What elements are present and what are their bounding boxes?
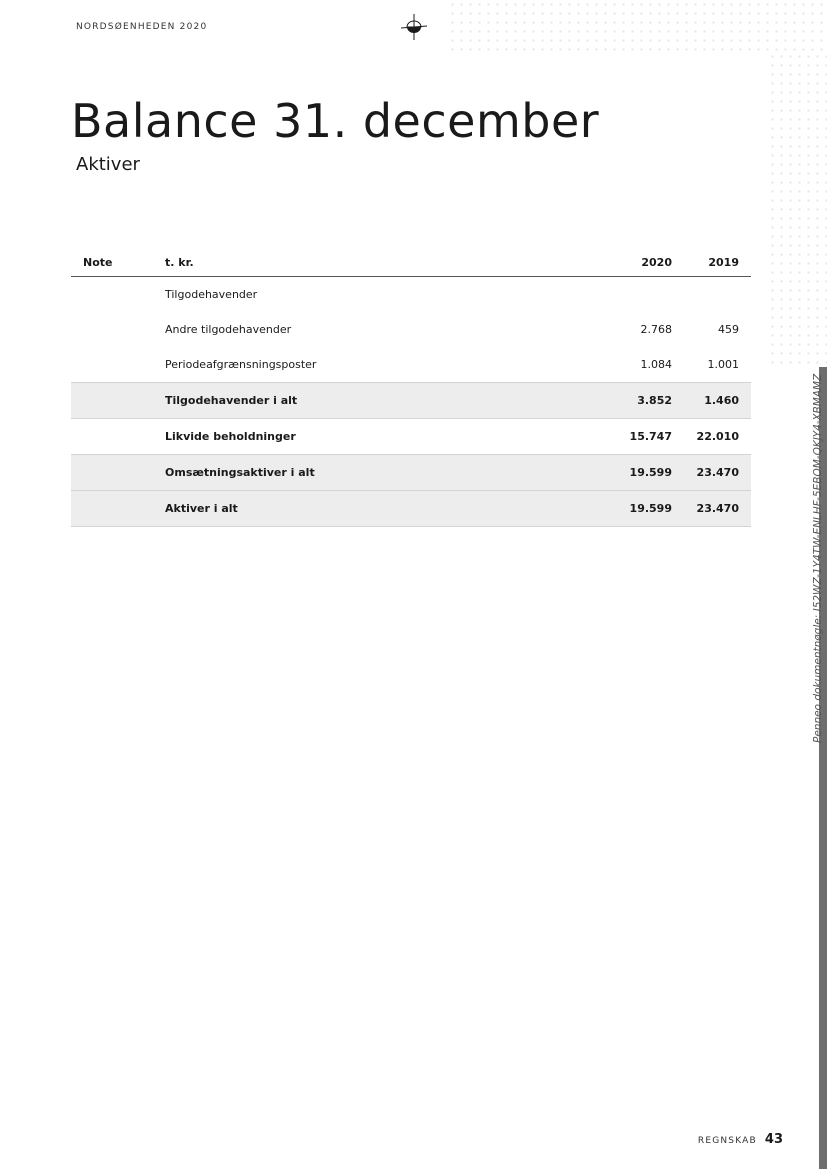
row-value-2020: 3.852	[637, 394, 672, 407]
row-value-2019: 22.010	[696, 430, 739, 443]
row-value-2020: 1.084	[640, 358, 672, 371]
row-value-2020: 15.747	[629, 430, 672, 443]
row-label: Tilgodehavender i alt	[165, 394, 298, 407]
table-row-total	[71, 491, 751, 527]
row-label: Andre tilgodehavender	[165, 323, 292, 336]
row-value-2019: 23.470	[696, 466, 739, 479]
row-value-2020: 19.599	[629, 502, 672, 515]
row-label: Likvide beholdninger	[165, 430, 296, 443]
row-label: Omsætningsaktiver i alt	[165, 466, 315, 479]
dot-pattern-right	[768, 52, 827, 364]
row-value-2019: 1.460	[704, 394, 739, 407]
document-key-text: Penneo dokumentnøgle: I52WZ-1Y4TW-ENLHF-5EBOM-QKJY4-XBMAMZ	[812, 373, 824, 743]
row-value-2019: 459	[718, 323, 739, 336]
footer-label: REGNSKAB	[697, 1136, 757, 1146]
header-label: NORDSØENHEDEN 2020	[76, 22, 208, 32]
column-header-2019: 2019	[708, 256, 739, 269]
table-header-row	[71, 250, 751, 277]
column-header-note: Note	[83, 256, 113, 269]
section-title: Aktiver	[76, 154, 140, 175]
table-row	[71, 347, 751, 383]
row-label: Tilgodehavender	[165, 288, 258, 301]
row-label: Periodeafgrænsningsposter	[165, 358, 317, 371]
balance-table	[71, 250, 751, 527]
column-header-2020: 2020	[641, 256, 672, 269]
table-row	[71, 312, 751, 347]
row-value-2020: 2.768	[640, 323, 672, 336]
row-value-2019: 1.001	[707, 358, 739, 371]
page-title: Balance 31. december	[71, 94, 600, 148]
row-value-2019: 23.470	[696, 502, 739, 515]
page-number: 43	[764, 1132, 783, 1147]
dot-pattern-top	[448, 0, 827, 52]
table-row-subtotal	[71, 383, 751, 419]
table-row	[71, 277, 751, 312]
footer	[698, 1132, 783, 1147]
row-label: Aktiver i alt	[165, 502, 238, 515]
column-header-unit: t. kr.	[165, 256, 194, 269]
compass-logo-icon	[401, 14, 427, 40]
table-row	[71, 419, 751, 455]
table-row-subtotal	[71, 455, 751, 491]
row-value-2020: 19.599	[629, 466, 672, 479]
